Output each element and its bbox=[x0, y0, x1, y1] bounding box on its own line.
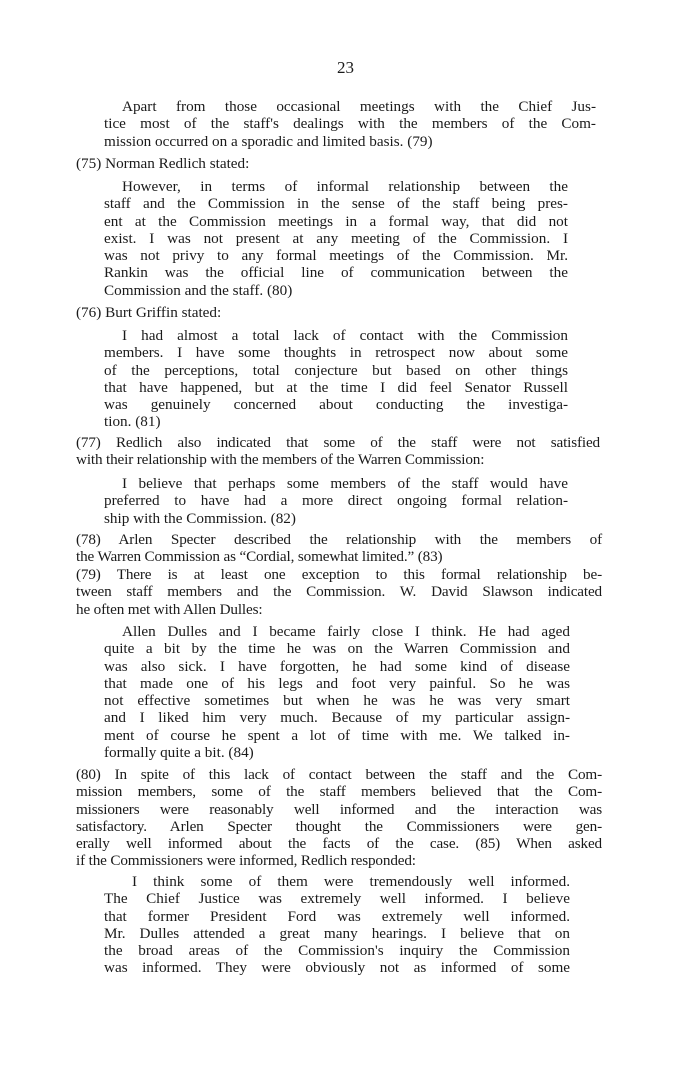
paragraph-78 bbox=[76, 531, 602, 566]
text-line: was also sick. I have forgotten, he had some kind of disease bbox=[104, 657, 570, 675]
text-line: mission occurred on a sporadic and limited basis. (79) bbox=[104, 132, 433, 150]
paragraph-77 bbox=[76, 434, 600, 469]
text-line: erally well informed about the facts of the case. (85) When asked bbox=[76, 835, 602, 853]
text-line: preferred to have had a more direct ongoing formal relation- bbox=[104, 492, 568, 510]
text-line: if the Commissioners were informed, Redlich responded: bbox=[76, 852, 416, 870]
text-line: Allen Dulles and I became fairly close I think. He had aged bbox=[122, 623, 570, 640]
text-line: that made one of his legs and foot very painful. So he was bbox=[104, 674, 570, 692]
page-number: 23 bbox=[337, 58, 354, 77]
text-line: that have happened, but at the time I did feel Senator Russell bbox=[104, 378, 568, 396]
text-line: he often met with Allen Dulles: bbox=[76, 600, 263, 618]
text-line: (76) Burt Griffin stated: bbox=[76, 304, 222, 321]
text-line: Commission and the staff. (80) bbox=[104, 281, 293, 299]
text-line: of the perceptions, total conjecture but based on other things bbox=[104, 361, 568, 379]
text-line: Apart from those occasional meetings with the Chief Jus- bbox=[122, 98, 596, 115]
text-line: tween staff members and the Commission. W. David Slawson indicated bbox=[76, 583, 602, 601]
text-line: formally quite a bit. (84) bbox=[104, 744, 254, 762]
text-line: (78) Arlen Specter described the relationship with the members of bbox=[76, 531, 602, 548]
text-line: ent at the Commission meetings in a formal way, that did not bbox=[104, 212, 568, 230]
text-line: that former President Ford was extremely well informed. bbox=[104, 907, 570, 925]
text-line: ship with the Commission. (82) bbox=[104, 509, 296, 527]
text-line: not effective sometimes but when he was he was very smart bbox=[104, 692, 570, 710]
text-line: The Chief Justice was extremely well informed. I believe bbox=[104, 890, 570, 908]
text-line: exist. I was not present at any meeting of the Commission. I bbox=[104, 229, 568, 247]
text-line: Mr. Dulles attended a great many hearings. I believe that on bbox=[104, 924, 570, 942]
paragraph-75-intro bbox=[76, 155, 249, 172]
text-line: quite a bit by the time he was on the Warren Commission and bbox=[104, 640, 570, 658]
text-line: the Warren Commission as “Cordial, somewhat limited.” (83) bbox=[76, 548, 443, 566]
text-line: (80) In spite of this lack of contact between the staff and the Com- bbox=[76, 766, 602, 783]
text-line: members. I have some thoughts in retrospect now about some bbox=[104, 344, 568, 362]
text-line: ment of course he spent a lot of time with me. We talked in- bbox=[104, 726, 570, 744]
text-line: was not privy to any formal meetings of the Commission. Mr. bbox=[104, 247, 568, 265]
paragraph-80 bbox=[76, 766, 602, 870]
text-line: tion. (81) bbox=[104, 413, 161, 431]
text-line: I believe that perhaps some members of the staff would have bbox=[122, 475, 568, 492]
quote-redlich bbox=[104, 178, 568, 299]
quote-griffin bbox=[104, 327, 568, 431]
text-line: I had almost a total lack of contact with the Commission bbox=[122, 327, 568, 344]
text-line: I think some of them were tremendously well informed. bbox=[132, 873, 570, 890]
quote-slawson bbox=[104, 623, 570, 761]
text-line: with their relationship with the members of the Warren Commission: bbox=[76, 451, 485, 469]
text-line: (75) Norman Redlich stated: bbox=[76, 155, 250, 172]
text-line: mission members, some of the staff members believed that the Com- bbox=[76, 783, 602, 801]
text-line: satisfactory. Arlen Specter thought the Commissioners were gen- bbox=[76, 817, 602, 835]
text-line: was genuinely concerned about conducting the investiga- bbox=[104, 396, 568, 414]
text-line: and I liked him very much. Because of my particular assign- bbox=[104, 709, 570, 727]
intro-paragraph bbox=[104, 98, 596, 150]
text-line: However, in terms of informal relationship between the bbox=[122, 178, 568, 195]
text-line: (79) There is at least one exception to this formal relationship be- bbox=[76, 566, 602, 583]
text-line: Rankin was the official line of communication between the bbox=[104, 264, 568, 282]
text-line: staff and the Commission in the sense of the staff being pres- bbox=[104, 195, 568, 213]
text-line: was informed. They were obviously not as informed of some bbox=[104, 959, 570, 977]
paragraph-76-intro bbox=[76, 304, 221, 321]
text-line: tice most of the staff's dealings with the members of the Com- bbox=[104, 115, 596, 133]
text-line: missioners were reasonably well informed and the interaction was bbox=[76, 800, 602, 818]
quote-redlich-3 bbox=[104, 873, 570, 977]
text-line: (77) Redlich also indicated that some of the staff were not satisfied bbox=[76, 434, 600, 451]
paragraph-79 bbox=[76, 566, 602, 618]
quote-redlich-2 bbox=[104, 475, 568, 527]
text-line: the broad areas of the Commission's inquiry the Commission bbox=[104, 942, 570, 960]
